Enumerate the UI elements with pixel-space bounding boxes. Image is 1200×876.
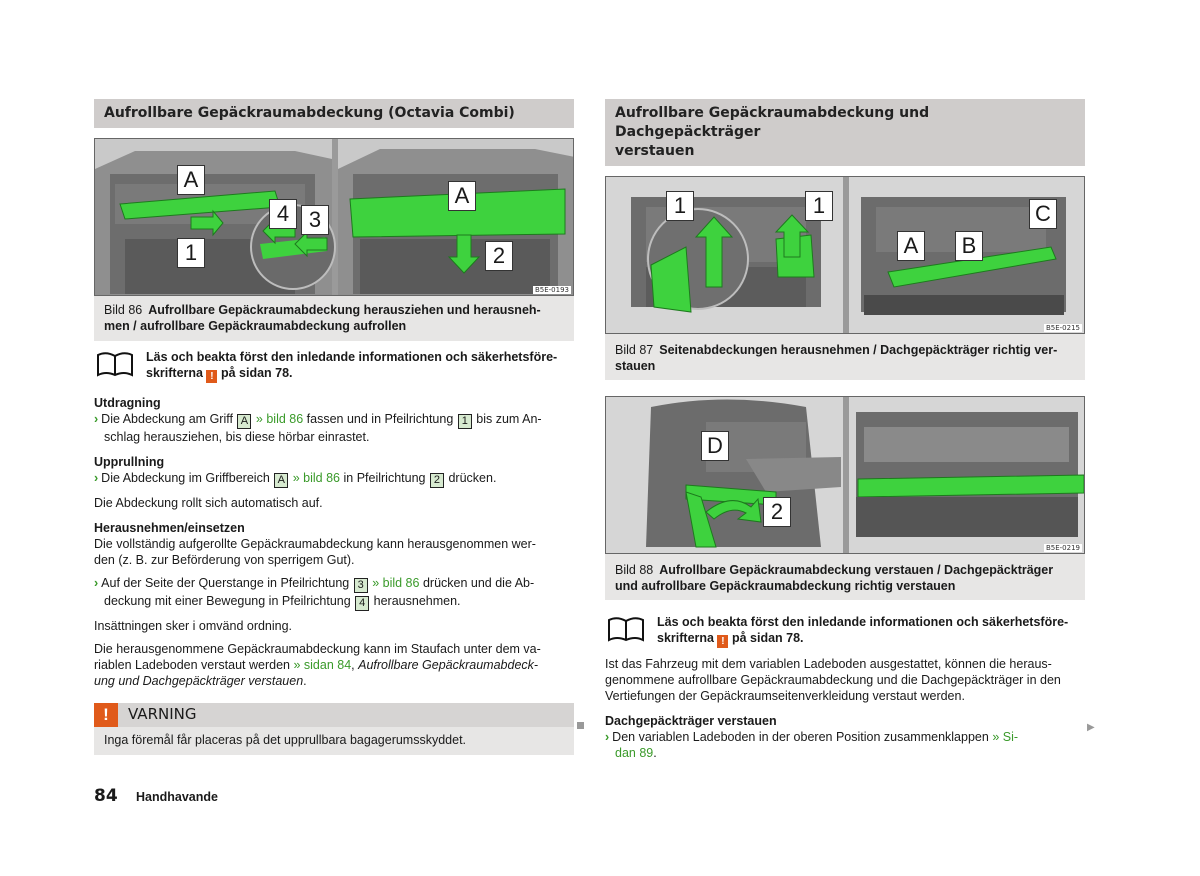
- italic-ref: ung und Dachgepäckträger verstauen: [94, 674, 304, 688]
- subheading-upprullning: Upprullning: [94, 455, 165, 469]
- herausnehmen-step-cont: [94, 593, 574, 611]
- warning-text: Inga föremål får placeras på det upprullbara bagagerumsskyddet.: [94, 727, 574, 755]
- left-column: [94, 99, 574, 755]
- intro-line-2: genommene aufrollbare Gepäckraumabdeckung und die Dachgepäckträger in den: [605, 673, 1061, 687]
- warning-box: [94, 703, 574, 755]
- text: .: [653, 746, 657, 760]
- text: Den variablen Ladeboden in der oberen Position zusammenklappen: [612, 730, 989, 744]
- intro-line-3: Vertiefungen der Gepäckraumseitenverkleidung verstaut werden.: [605, 689, 965, 703]
- insaettning-paragraph: Insättningen sker i omvänd ordning.: [94, 619, 293, 633]
- warning-title: VARNING: [128, 705, 197, 723]
- note-line-1: Läs och beakta först den inledande informationen och säkerhetsföre-: [146, 350, 558, 364]
- safety-note-left: [94, 349, 574, 383]
- caption-number: Bild 86: [104, 303, 143, 317]
- ref-box-1: 1: [458, 414, 472, 429]
- figure-86-drawing: [95, 139, 574, 296]
- figure-88-caption: [605, 554, 1085, 600]
- ref-box-2: 2: [430, 473, 444, 488]
- staufach-line-2: riablen Ladeboden verstaut werden » sidan 84, Aufrollbare Gepäckraumabdeck-: [94, 658, 539, 672]
- figure-86-label-1: 1: [177, 238, 205, 268]
- text: .: [303, 674, 307, 688]
- caption-number: Bild 88: [615, 563, 654, 577]
- section-heading-right: [605, 99, 1085, 166]
- dach-step: [605, 729, 1085, 745]
- book-icon: [96, 351, 134, 377]
- link-sidan-89[interactable]: » Si-: [992, 730, 1019, 744]
- warning-icon: !: [94, 703, 118, 727]
- text: drücken.: [448, 471, 497, 485]
- figure-88-code: B5E-0219: [1045, 544, 1080, 552]
- figure-87-label-1b: 1: [805, 191, 833, 221]
- caption-number: Bild 87: [615, 343, 654, 357]
- subheading-herausnehmen: Herausnehmen/einsetzen: [94, 521, 245, 535]
- figure-87-code: B5E-0215: [1045, 324, 1080, 332]
- text: Die Abdeckung im Griffbereich: [101, 471, 270, 485]
- text: in Pfeilrichtung: [343, 471, 426, 485]
- figure-86-label-2: 2: [485, 241, 513, 271]
- figure-86-label-a: A: [177, 165, 205, 195]
- herausnehmen-step: [94, 575, 574, 593]
- link-bild-86[interactable]: » bild 86: [292, 471, 341, 485]
- link-sidan-89-cont[interactable]: dan 89: [615, 746, 654, 760]
- continue-arrow-icon: ▶: [1087, 722, 1095, 733]
- figure-86-illustration: [94, 138, 574, 296]
- figure-88-drawing: [606, 397, 1085, 554]
- figure-87-illustration: [605, 176, 1085, 334]
- warning-icon: !: [717, 635, 728, 648]
- ref-box-a: A: [274, 473, 288, 488]
- note-text: skrifterna: [146, 366, 203, 380]
- utdragning-step: [94, 411, 574, 429]
- figure-86-label-4: 4: [269, 199, 297, 229]
- ref-box-3: 3: [354, 578, 368, 593]
- bullet-arrow-icon: ›: [94, 576, 99, 590]
- link-bild-86[interactable]: » bild 86: [255, 412, 304, 426]
- note-line-1: Läs och beakta först den inledande informationen och säkerhetsföre-: [657, 615, 1069, 629]
- bullet-arrow-icon: ›: [605, 730, 610, 744]
- text: bis zum An-: [476, 412, 542, 426]
- section-heading-left: Aufrollbare Gepäckraumabdeckung (Octavia Combi): [94, 99, 574, 128]
- note-line-2: [146, 365, 574, 383]
- herausnehmen-line-2: den (z. B. zur Beförderung von sperrigem Gut).: [94, 553, 355, 567]
- bullet-arrow-icon: ›: [94, 412, 99, 426]
- link-bild-86[interactable]: » bild 86: [372, 576, 420, 590]
- note-line-2: [657, 630, 1085, 648]
- figure-87-label-a: A: [897, 231, 925, 261]
- text: riablen Ladeboden verstaut werden: [94, 658, 290, 672]
- note-page-ref: på sidan 78.: [220, 366, 293, 380]
- caption-text: Aufrollbare Gepäckraumabdeckung verstauen / Dachgepäckträger und aufrollbare Gepäckraumabdeckung richtig verstauen: [615, 563, 1054, 593]
- caption-text: Seitenabdeckungen herausnehmen / Dachgepäckträger richtig ver-stauen: [615, 343, 1058, 373]
- figure-88-label-d: D: [701, 431, 729, 461]
- figure-87-label-c: C: [1029, 199, 1057, 229]
- caption-text: Aufrollbare Gepäckraumabdeckung herausziehen und herausneh-men / aufrollbare Gepäckraumabdeckung aufrollen: [104, 303, 541, 333]
- text: drücken und die Ab-: [422, 576, 535, 590]
- note-text: skrifterna: [657, 631, 714, 645]
- section-end-icon: [577, 722, 584, 729]
- figure-87-caption: [605, 334, 1085, 380]
- intro-line-1: Ist das Fahrzeug mit dem variablen Ladeboden ausgestattet, können die heraus-: [605, 657, 1052, 671]
- subheading-dachgepaecktraeger: Dachgepäckträger verstauen: [605, 714, 777, 728]
- dach-step-cont: [605, 745, 1085, 761]
- figure-87-label-1a: 1: [666, 191, 694, 221]
- warning-icon: !: [206, 370, 217, 383]
- footer-section: Handhavande: [136, 790, 218, 804]
- figure-88-illustration: [605, 396, 1085, 554]
- utdragning-step-cont: schlag herausziehen, bis diese hörbar einrastet.: [104, 430, 370, 444]
- right-column: [605, 99, 1085, 761]
- figure-86-label-3: 3: [301, 205, 329, 235]
- text: fassen und in Pfeilrichtung: [306, 412, 454, 426]
- figure-88-label-2: 2: [763, 497, 791, 527]
- staufach-line-3: [94, 673, 574, 689]
- upprullning-step: [94, 470, 574, 488]
- figure-86-caption: [94, 296, 574, 341]
- figure-86-code: B5E-0193: [534, 286, 569, 294]
- heading-line-2: verstauen: [615, 143, 695, 159]
- text: Die Abdeckung am Griff: [101, 412, 233, 426]
- text: Auf der Seite der Querstange in Pfeilrichtung: [101, 576, 350, 590]
- page-number: 84: [94, 786, 118, 806]
- ref-box-4: 4: [355, 596, 369, 611]
- note-page-ref: på sidan 78.: [731, 631, 804, 645]
- heading-line-1: Aufrollbare Gepäckraumabdeckung und Dachgepäckträger: [615, 105, 930, 140]
- subheading-utdragning: Utdragning: [94, 396, 161, 410]
- text: herausnehmen.: [373, 594, 461, 608]
- staufach-line-1: Die herausgenommene Gepäckraumabdeckung kann im Staufach unter dem va-: [94, 642, 541, 656]
- warning-header: [94, 703, 574, 727]
- text: deckung mit einer Bewegung in Pfeilrichtung: [104, 594, 351, 608]
- bullet-arrow-icon: ›: [94, 471, 99, 485]
- italic-ref: Aufrollbare Gepäckraumabdeck-: [358, 658, 539, 672]
- herausnehmen-line-1: Die vollständig aufgerollte Gepäckraumabdeckung kann herausgenommen wer-: [94, 537, 536, 551]
- link-sidan-84[interactable]: » sidan 84: [293, 658, 352, 672]
- upprullning-paragraph: Die Abdeckung rollt sich automatisch auf.: [94, 496, 323, 510]
- figure-86-label-a2: A: [448, 181, 476, 211]
- ref-box-a: A: [237, 414, 251, 429]
- book-icon: [607, 616, 645, 642]
- safety-note-right: [605, 614, 1085, 648]
- figure-87-label-b: B: [955, 231, 983, 261]
